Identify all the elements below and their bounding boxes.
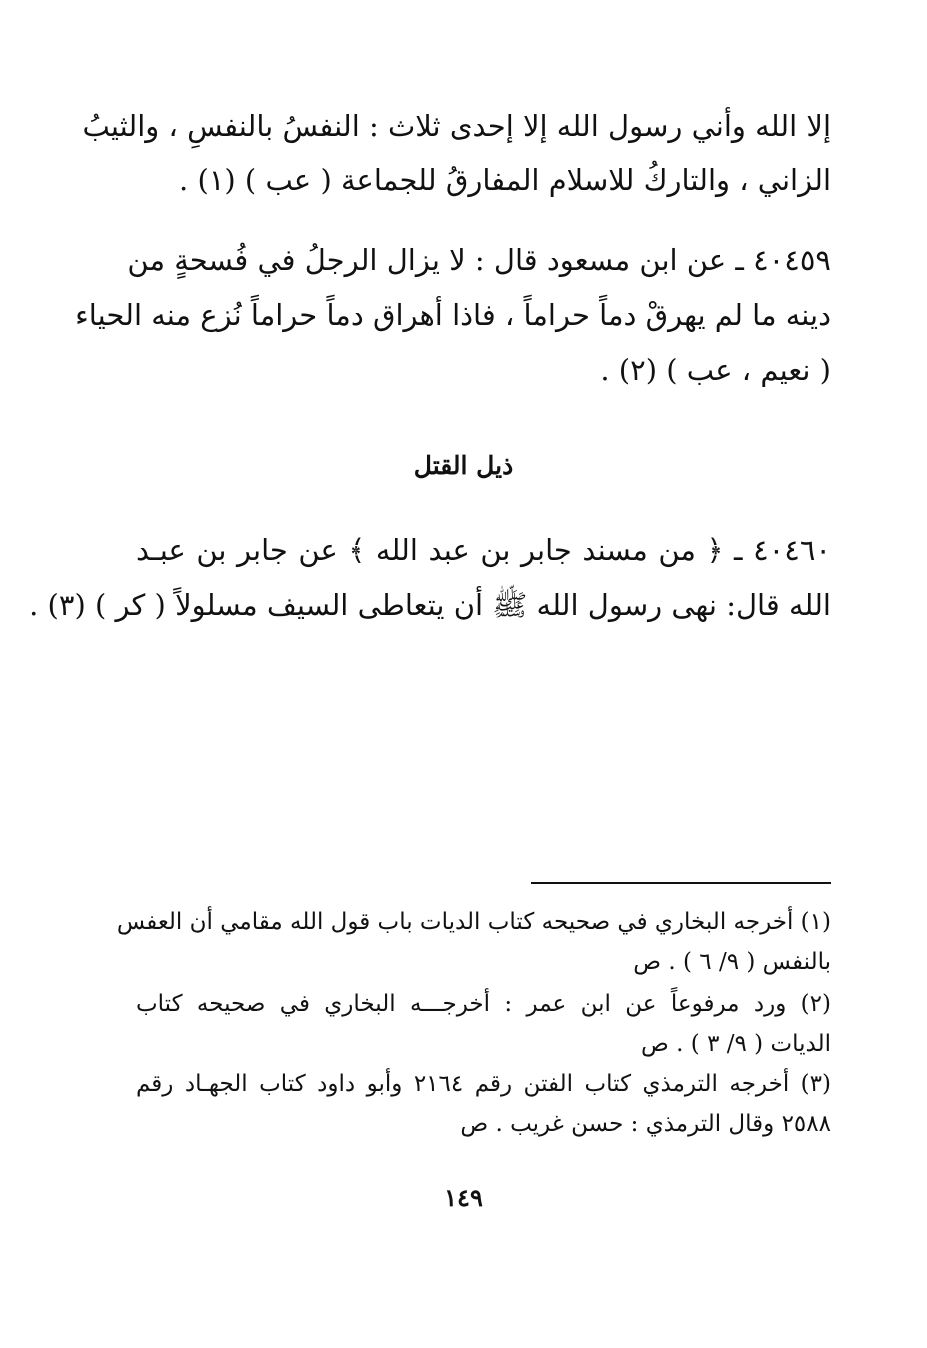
footnote-2-line-2: الديات ( ٩/ ٣ ) . ص — [641, 1031, 831, 1057]
hadith-40460-line-2: الله قال: نهى رسول الله ﷺ أن يتعاطى السيف مسلولاً ( كر ) (٣) . — [29, 588, 831, 622]
hadith-40459-line-1: ٤٠٤٥٩ ـ عن ابن مسعود قال : لا يزال الرجلُ في فُسحةٍ من — [127, 243, 831, 277]
footnote-3-line-1: (٣) أخرجه الترمذي كتاب الفتن رقم ٢١٦٤ وأبو داود كتاب الجهـاد رقم — [136, 1071, 831, 1097]
paragraph-1-line-1: إلا الله وأني رسول الله إلا إحدى ثلاث : النفسُ بالنفسِ ، والثيبُ — [82, 109, 831, 143]
hadith-40459-line-2: دينه ما لم يهرقْ دماً حراماً ، فاذا أهراق دماً حراماً نُزع منه الحياء — [75, 298, 831, 332]
footnote-3-line-2: ٢٥٨٨ وقال الترمذي : حسن غريب . ص — [460, 1111, 831, 1137]
footnote-1-line-1: (١) أخرجه البخاري في صحيحه كتاب الديات باب قول الله مقامي أن العفس — [116, 909, 831, 935]
section-heading: ذيل القتل — [413, 451, 514, 480]
footnote-1-line-2: بالنفس ( ٩/ ٦ ) . ص — [633, 949, 831, 975]
page-number: ١٤٩ — [444, 1183, 483, 1212]
footnote-2-line-1: (٢) ورد مرفوعاً عن ابن عمر : أخرجـــه البخاري في صحيحه كتاب — [136, 991, 831, 1017]
hadith-40459-line-3: ( نعيم ، عب ) (٢) . — [600, 353, 831, 387]
paragraph-1-line-2: الزاني ، والتاركُ للاسلام المفارقُ للجماعة ( عب ) (١) . — [179, 163, 831, 197]
hadith-40460-line-1: ٤٠٤٦٠ ـ ﴿ من مسند جابر بن عبد الله ﴾ عن جابر بن عبـد — [136, 533, 831, 567]
footnote-separator — [531, 882, 831, 884]
